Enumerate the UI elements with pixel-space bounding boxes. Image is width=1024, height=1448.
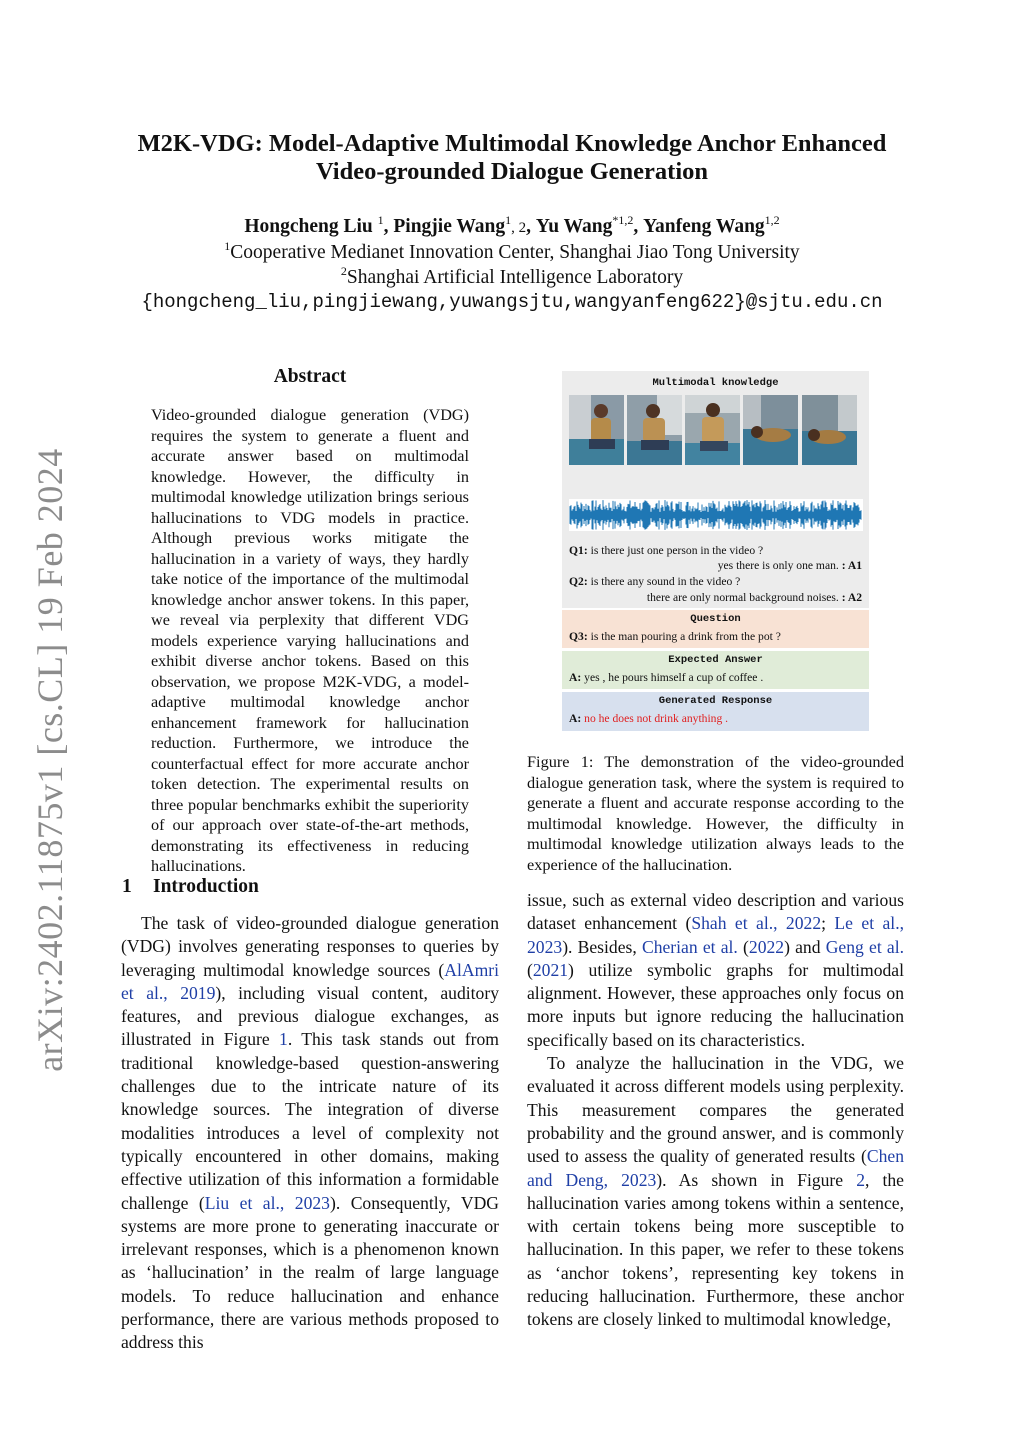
figure-1 — [562, 371, 869, 731]
citation-chen[interactable]: Chen and Deng, 2023 — [527, 1146, 904, 1190]
affiliation-1: $^1$Cooperative Medianet Innovation Center, Shanghai Jiao Tong University — [224, 239, 800, 263]
paper-title — [100, 130, 924, 186]
video-frame-image — [569, 395, 624, 465]
question-header: Question — [690, 613, 741, 625]
multimodal-knowledge-panel — [562, 371, 869, 608]
arxiv-sidebar-stamp — [22, 440, 78, 1080]
video-frame-4 — [743, 395, 798, 465]
intro-right-column — [527, 889, 904, 1332]
citation-cherian-year[interactable]: 2022 — [748, 936, 785, 957]
video-frame-image — [627, 395, 682, 465]
citation-liu[interactable]: Liu et al., 2023 — [204, 1192, 330, 1213]
hallucinated-response: no he does not drink anything . — [584, 712, 729, 725]
author-name: Hongcheng Liu — [244, 216, 373, 237]
video-frame-3 — [685, 395, 740, 465]
section-number: 1 — [122, 876, 132, 897]
figure-2-link[interactable]: 2 — [856, 1169, 865, 1190]
author-affiliation: 1 — [505, 213, 512, 227]
title-line-1: M2K-VDG: Model-Adaptive Multimodal Knowledge Anchor Enhanced — [137, 130, 887, 157]
video-frame-image — [743, 395, 798, 465]
figure-1-link[interactable]: 1 — [279, 1029, 288, 1050]
intro-left-column — [121, 912, 499, 1355]
question-q3: Q3: is the man pouring a drink from the pot ? — [569, 630, 781, 643]
dialogue-q1: Q1: is there just one person in the video ? — [569, 544, 764, 557]
intro-paragraph-2: To analyze the hallucination in the VDG, we evaluated it across different models using perplexity. This measurement compares the generated probability and the ground answer, and is commonly used to assess the quality of generated results (Chen and Deng, 2023). As shown in Figure 2, the hallucination varies among tokens within a sentence, with certain tokens being more susceptible to hallucination. In this paper, we refer to these tokens as ‘anchor tokens’, representing key tokens in reducing hallucination. Furthermore, these anchor tokens are closely linked to multimodal knowledge, — [527, 1053, 904, 1330]
author-name: Pingjie Wang — [393, 216, 506, 237]
author-affiliation: 1 — [377, 213, 384, 227]
author-name: Yanfeng Wang — [643, 216, 765, 237]
citation-le[interactable]: Le et al., 2023 — [527, 913, 904, 957]
intro-paragraph-1-cont: issue, such as external video description and various dataset enhancement (Shah et al., 2022; Le et al., 2023). Besides, Cherian et al. (2022) and Geng et al. (2021) utilize symbolic graphs for multimodal alignment. However, these approaches only focus on more inputs but ignore reducing the hallucination specifically based on its characteristics. — [527, 890, 904, 1050]
dialogue-q2: Q2: is there any sound in the video ? — [569, 575, 741, 588]
author-affiliation-extra: 2 — [518, 220, 527, 236]
generated-response-panel — [562, 692, 869, 731]
author-list: Hongcheng Liu $^1$, Pingjie Wang$^1$, 2, Yu Wang$^{*1,2}$, Yanfeng Wang$^{1,2}$ — [244, 213, 780, 237]
dialogue-a2: there are only normal background noises. : A2 — [646, 591, 862, 604]
question-panel — [562, 610, 869, 648]
citation-cherian[interactable]: Cherian et al. — [641, 936, 738, 957]
figure-1-caption: Figure 1: The demonstration of the video-grounded dialogue generation task, where the system is required to generate a fluent and accurate response according to the multimodal knowledge. However, the difficulty in multimodal knowledge utilization always leads to the experience of the hallucination. — [527, 752, 904, 874]
abstract-heading: Abstract — [273, 366, 347, 387]
intro-paragraph-1: The task of video-grounded dialogue generation (VDG) involves generating responses to queries by leveraging multimodal knowledge sources (AlAmri et al., 2019), including visual content, auditory features, and previous dialogue exchanges, as illustrated in Figure 1. This task stands out from traditional knowledge-based question-answering challenges due to the intricate nature of its knowledge sources. The integration of diverse modalities introduces a level of complexity not typically encountered in other domains, making effective utilization of this information a formidable challenge (Liu et al., 2023). Consequently, VDG systems are more prone to generating inaccurate or irrelevant responses, which is a phenomenon known as ‘hallucination’ in the realm of large language models. To reduce hallucination and enhance performance, there are various methods proposed to address this — [121, 913, 499, 1353]
author-emails: {hongcheng_liu,pingjiewang,yuwangsjtu,wangyanfeng622}@sjtu.edu.cn — [141, 291, 883, 313]
author-name: Yu Wang — [535, 216, 613, 237]
affiliation-2: $^2$Shanghai Artificial Intelligence Laboratory — [340, 264, 684, 288]
citation-geng-year[interactable]: 2021 — [532, 959, 569, 980]
title-line-2: Video-grounded Dialogue Generation — [315, 158, 708, 185]
section-heading-introduction — [122, 876, 259, 898]
dialogue-a1: yes there is only one man. : A1 — [717, 559, 862, 572]
citation-shah[interactable]: Shah et al., 2022 — [691, 913, 822, 934]
expected-answer-panel — [562, 651, 869, 689]
generated-response-text: A: no he does not drink anything . — [569, 712, 729, 725]
abstract-body: Video-grounded dialogue generation (VDG) requires the system to generate a fluent and accurate answer based on multimodal knowledge. However, the difficulty in multimodal knowledge utilization brings serious hallucinations to VDG models in practice. Although previous works mitigate the hallucination in a variety of ways, they hardly take notice of the importance of the multimodal knowledge anchor answer tokens. In this paper, we reveal via perplexity that different VDG models experience varying hallucinations and exhibit diverse anchor tokens. Based on this observation, we propose M2K-VDG, a model-adaptive multimodal knowledge anchor enhancement framework for hallucination reduction. Furthermore, we introduce the counterfactual effect for more accurate anchor token detection. The experimental results on three popular benchmarks exhibit the superiority of our approach over state-of-the-art methods, demonstrating its effectiveness in reducing hallucinations. — [151, 406, 469, 875]
video-frame-image — [685, 395, 740, 465]
author-affiliation: 1,2 — [764, 213, 780, 227]
video-frame-2 — [627, 395, 682, 465]
author-affiliation: *1,2 — [612, 213, 634, 227]
citation-geng[interactable]: Geng et al. — [825, 936, 904, 957]
audio-waveform — [569, 499, 863, 531]
generated-response-header: Generated Response — [658, 695, 773, 707]
knowledge-panel-header: Multimodal knowledge — [652, 377, 779, 389]
video-frame-1 — [569, 395, 624, 465]
section-title: Introduction — [153, 876, 259, 897]
expected-answer-header: Expected Answer — [668, 654, 763, 666]
video-frame-5 — [802, 395, 857, 465]
audio-waveform-graphic — [569, 499, 863, 531]
video-frame-image — [802, 395, 857, 465]
citation-alamri[interactable]: AlAmri et al., 2019 — [121, 959, 499, 1003]
arxiv-identifier: arXiv:2402.11875v1 [cs.CL] 19 Feb 2024 — [30, 448, 70, 1072]
expected-answer-text: A: yes , he pours himself a cup of coffee . — [569, 671, 764, 684]
